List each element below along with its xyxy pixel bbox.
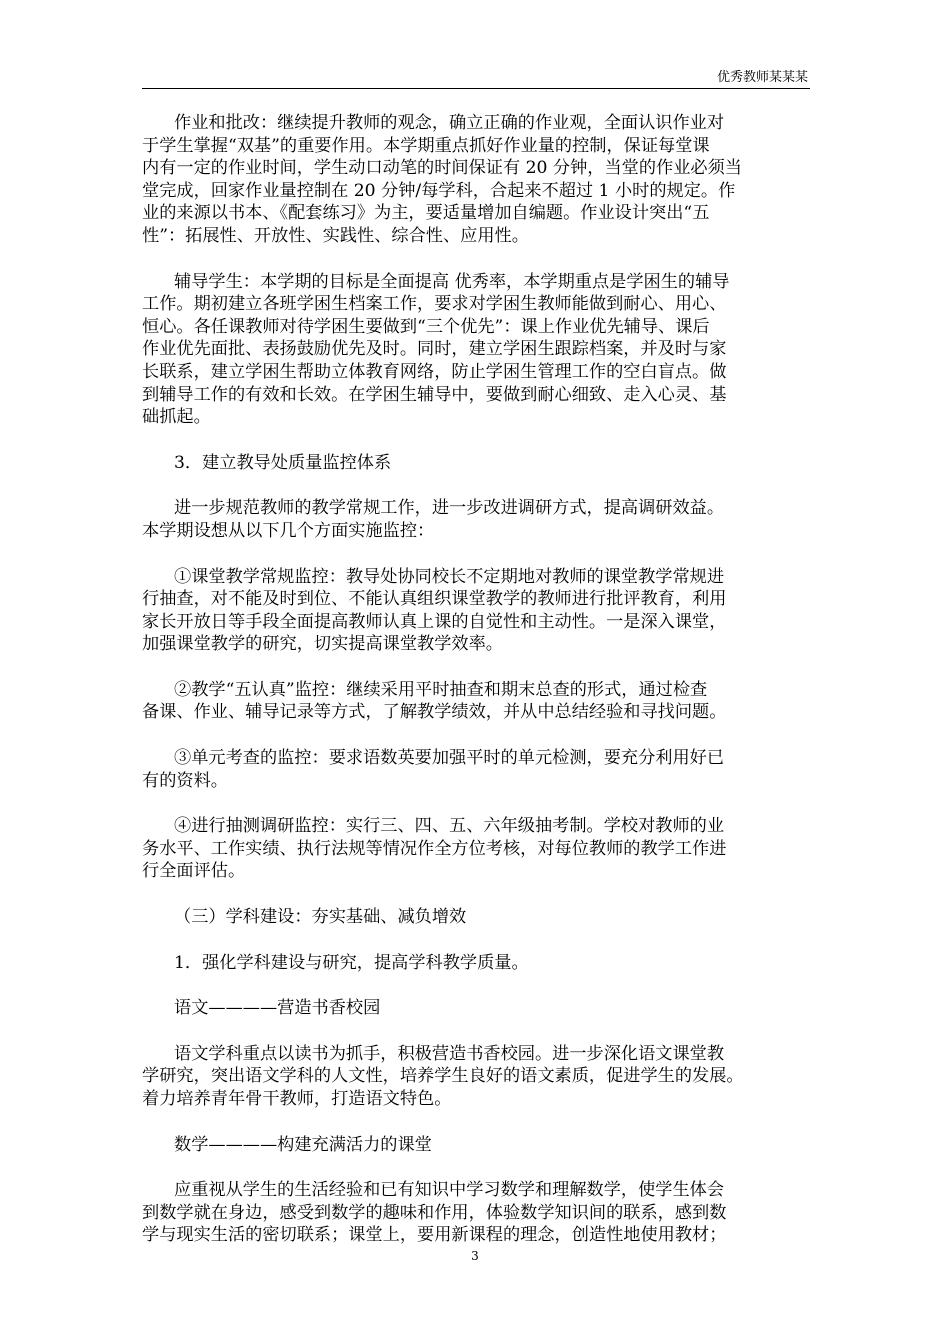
section-heading-subject-building: （三）学科建设：夯实基础、减负增效 <box>174 907 467 928</box>
section-heading-quality-monitoring: 3．建立教导处质量监控体系 <box>174 452 392 473</box>
subheading-math: 数学————构建充满活力的课堂 <box>174 1134 432 1155</box>
section-heading-strengthen-research: 1．强化学科建设与研究，提高学科教学质量。 <box>174 952 529 973</box>
paragraph-chinese: 语文学科重点以读书为抓手，积极营造书香校园。进一步深化语文课堂教 学研究，突出语文学科的人文性，培养学生良好的语文素质，促进学生的发展。 着力培养青年骨干教师，打造语文特色。 <box>142 1043 744 1109</box>
paragraph-monitoring-2: ②教学“五认真”监控：继续采用平时抽查和期末总查的形式，通过检查 备课、作业、辅导记录等方式，了解教学绩效，并从中总结经验和寻找问题。 <box>142 679 727 723</box>
paragraph-monitoring-intro: 进一步规范教师的教学常规工作，进一步改进调研方式，提高调研效益。 本学期设想从以下几个方面实施监控： <box>142 498 725 541</box>
document-body <box>142 112 810 1247</box>
paragraph-math: 应重视从学生的生活经验和已有知识中学习数学和理解数学，使学生体会 到数学就在身边，感受到数学的趣味和作用，体验数学知识间的联系，感到数 学与现实生活的密切联系；课堂上，要用新课程的理念，创造性地使用教材； <box>142 1180 727 1246</box>
subheading-chinese: 语文————营造书香校园 <box>174 998 381 1019</box>
page-header-text: 优秀教师某某某 <box>716 70 808 85</box>
paragraph-tutoring: 辅导学生：本学期的目标是全面提高 优秀率，本学期重点是学困生的辅导 工作。期初建立各班学困生档案工作，要求对学困生教师能做到耐心、用心、 恒心。各任课教师对待学困生要做到“三个优先”：课上作业优先辅导、课后 作业优先面批、表扬鼓励优先及时。同时，建立学困生跟踪档案，并及时与家 长联系，建立学困生帮助立体教育网络，防止学困生管理工作的空白盲点。做 到辅导工作的有效和长效。在学困生辅导中，要做到耐心细致、走入心灵、基 础抓起。 <box>142 271 730 428</box>
header-divider <box>142 88 810 89</box>
paragraph-monitoring-4: ④进行抽测调研监控：实行三、四、五、六年级抽考制。学校对教师的业 务水平、工作实绩、执行法规等情况作全方位考核，对每位教师的教学工作进 行全面评估。 <box>142 816 727 882</box>
paragraph-monitoring-3: ③单元考查的监控：要求语数英要加强平时的单元检测，要充分利用好已 有的资料。 <box>142 748 725 791</box>
paragraph-monitoring-1: ①课堂教学常规监控：教导处协同校长不定期地对教师的课堂教学常规进 行抽查，对不能及时到位、不能认真组织课堂教学的教师进行批评教育，利用 家长开放日等手段全面提高教师认真上课的自觉性和主动性。一是深入课堂， 加强课堂教学的研究，切实提高课堂教学效率。 <box>142 566 727 655</box>
page-number: 3 <box>471 1249 479 1263</box>
paragraph-homework: 作业和批改：继续提升教师的观念，确立正确的作业观，全面认识作业对 于学生掌握“双基”的重要作用。本学期重点抓好作业量的控制，保证每堂课 内有一定的作业时间，学生动口动笔的时间保证有 20 分钟，当堂的作业必须当 堂完成，回家作业量控制在 20 分钟/每学科，合起来不超过 1 小时的规定。作 业的来源以书本、《配套练习》为主，要适量增加自编题。作业设计突出“五 性”：拓展性、开放性、实践性、综合性、应用性。 <box>142 113 742 246</box>
